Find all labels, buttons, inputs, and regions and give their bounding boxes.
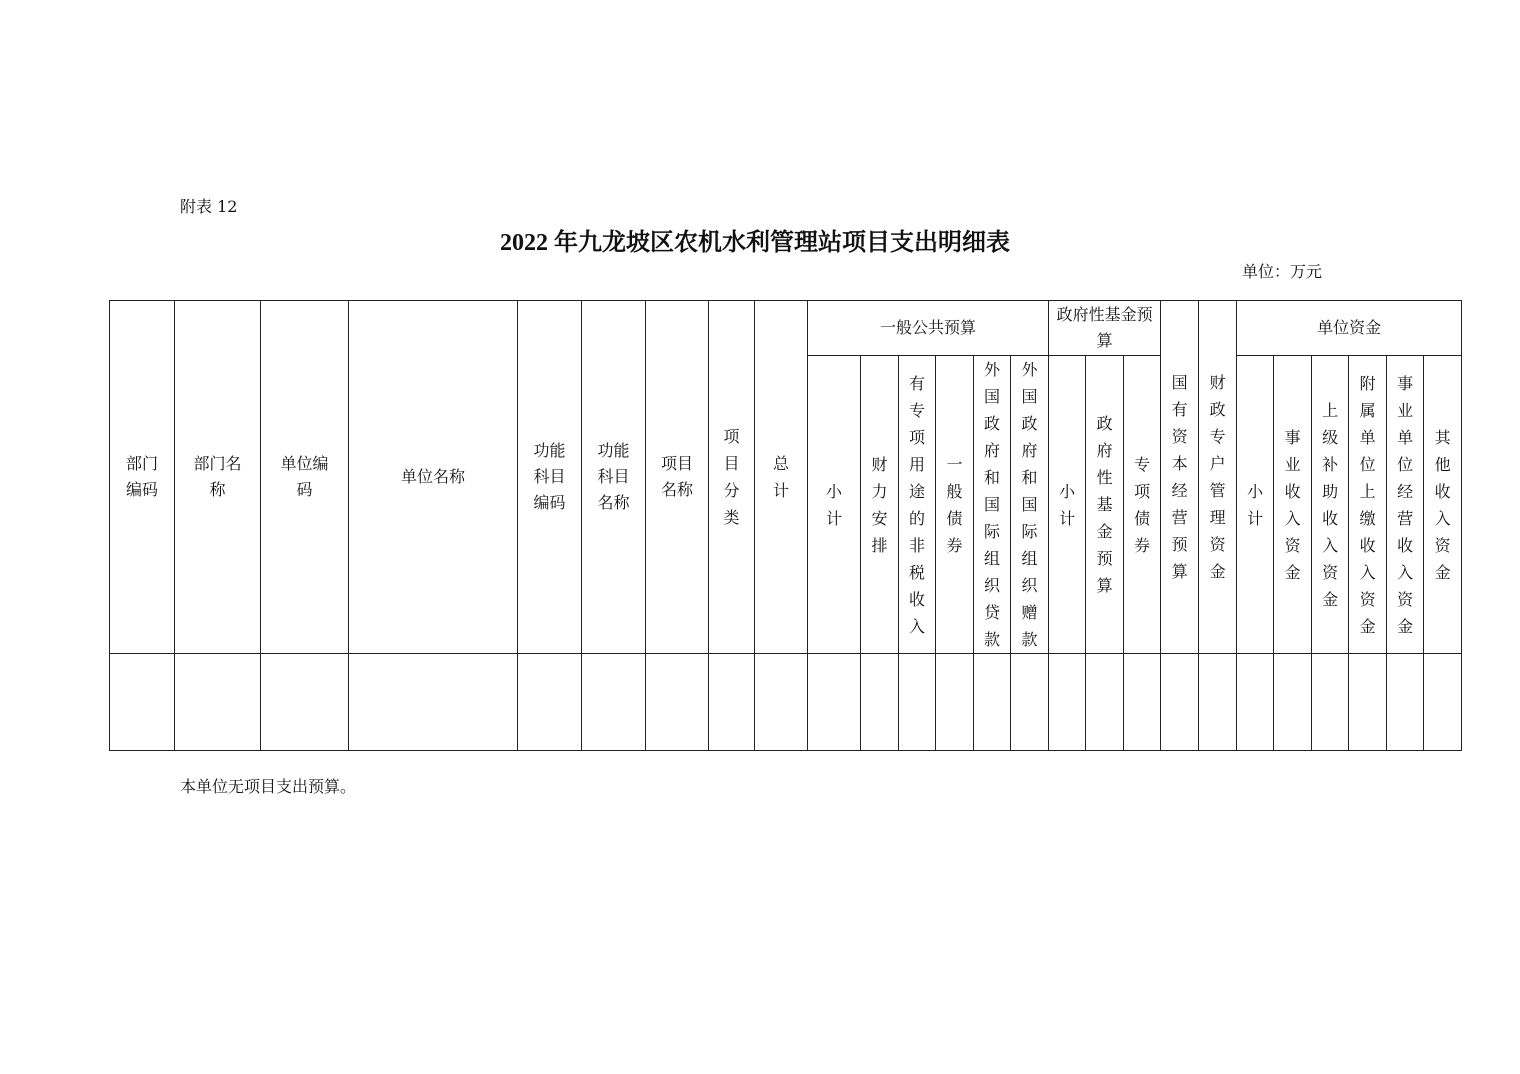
table-cell [646, 654, 709, 751]
attachment-label: 附表 12 [180, 197, 238, 216]
header-operating-income: 事业单位经营收入资金 [1387, 356, 1424, 654]
header-foreign-grant: 外国政府和国际组织赠款 [1011, 356, 1049, 654]
header-func-code: 功能科目编码 [518, 301, 582, 654]
table-cell [582, 654, 646, 751]
header-unit-name: 单位名称 [349, 301, 518, 654]
header-special-bond: 专项债券 [1124, 356, 1161, 654]
table-cell [261, 654, 349, 751]
table-cell [1424, 654, 1462, 751]
header-state-capital: 国有资本经营预算 [1161, 301, 1199, 654]
table-cell [1237, 654, 1274, 751]
header-unit-code: 单位编码 [261, 301, 349, 654]
table-cell [1387, 654, 1424, 751]
header-unit-funds: 单位资金 [1237, 301, 1462, 356]
table-cell [936, 654, 974, 751]
table-cell [1312, 654, 1349, 751]
header-business-income: 事业收入资金 [1274, 356, 1312, 654]
table-cell [1161, 654, 1199, 751]
table-cell [175, 654, 261, 751]
header-func-name: 功能科目名称 [582, 301, 646, 654]
header-project-name: 项目名称 [646, 301, 709, 654]
table-cell [349, 654, 518, 751]
table-cell [1011, 654, 1049, 751]
header-other-income: 其他收入资金 [1424, 356, 1462, 654]
header-affiliated-income: 附属单位上缴收入资金 [1349, 356, 1387, 654]
table-row [110, 654, 1462, 751]
header-general-bond: 一般债券 [936, 356, 974, 654]
table-cell [755, 654, 808, 751]
header-dept-name: 部门名称 [175, 301, 261, 654]
header-general-special-nontax: 有专项用途的非税收入 [899, 356, 936, 654]
table-cell [1199, 654, 1237, 751]
header-general-budget: 一般公共预算 [808, 301, 1049, 356]
header-gov-subtotal: 小计 [1049, 356, 1086, 654]
table-cell [1124, 654, 1161, 751]
table-cell [1086, 654, 1124, 751]
table-cell [709, 654, 755, 751]
header-gov-fund-budget: 政府性基金预算 [1086, 356, 1124, 654]
table-cell [974, 654, 1011, 751]
table-cell [808, 654, 861, 751]
header-total: 总计 [755, 301, 808, 654]
project-expenditure-table [109, 300, 1462, 751]
table-cell [1274, 654, 1312, 751]
table-cell [1049, 654, 1086, 751]
table-cell [861, 654, 899, 751]
header-gov-fund: 政府性基金预算 [1049, 301, 1161, 356]
header-unit-subtotal: 小计 [1237, 356, 1274, 654]
table-cell [518, 654, 582, 751]
header-general-fiscal: 财力安排 [861, 356, 899, 654]
table-cell [899, 654, 936, 751]
header-project-class: 项目分类 [709, 301, 755, 654]
unit-label: 单位：万元 [1242, 262, 1323, 281]
table-cell [1349, 654, 1387, 751]
header-superior-subsidy: 上级补助收入资金 [1312, 356, 1349, 654]
header-foreign-loan: 外国政府和国际组织贷款 [974, 356, 1011, 654]
header-dept-code: 部门编码 [110, 301, 175, 654]
header-general-subtotal: 小计 [808, 356, 861, 654]
footnote: 本单位无项目支出预算。 [180, 777, 357, 796]
page-title: 2022 年九龙坡区农机水利管理站项目支出明细表 [500, 230, 1010, 256]
table-cell [110, 654, 175, 751]
header-fiscal-special-account: 财政专户管理资金 [1199, 301, 1237, 654]
